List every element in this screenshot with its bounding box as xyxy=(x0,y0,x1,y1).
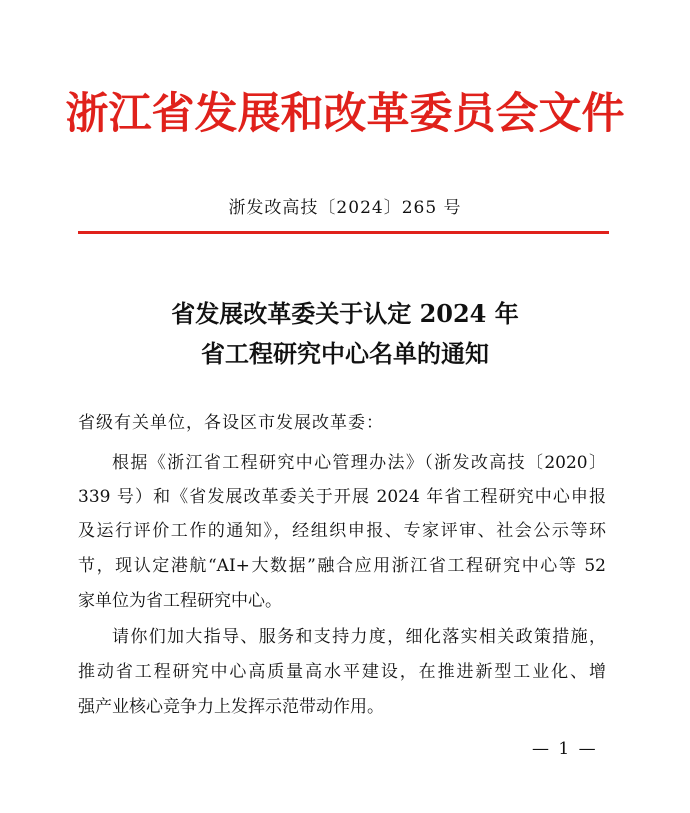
paragraph-2-line: 推动省工程研究中心高质量高水平建设，在推进新型工业化、增 xyxy=(78,662,606,682)
paragraph-2-line: 强产业核心竞争力上发挥示范带动作用。 xyxy=(78,697,384,717)
salutation: 省级有关单位，各设区市发展改革委： xyxy=(78,413,384,433)
page-number: — 1 — xyxy=(532,739,598,759)
document-number: 浙发改高技〔2024〕265 号 xyxy=(228,198,462,218)
paragraph-1-line: 节，现认定港航“AI+大数据”融合应用浙江省工程研究中心等 52 xyxy=(78,556,606,576)
paragraph-2-line: 请你们加大指导、服务和支持力度，细化落实相关政策措施， xyxy=(112,627,606,647)
notice-title-line-2: 省工程研究中心名单的通知 xyxy=(201,339,489,368)
paragraph-1-line: 家单位为省工程研究中心。 xyxy=(78,591,282,611)
red-divider-rule xyxy=(78,231,609,234)
paragraph-1-line: 及运行评价工作的通知》，经组织申报、专家评审、社会公示等环 xyxy=(78,521,606,541)
paragraph-1-line: 根据《浙江省工程研究中心管理办法》（浙发改高技〔2020〕 xyxy=(112,453,606,473)
notice-title-line-1: 省发展改革委关于认定 2024 年 xyxy=(171,299,519,328)
paragraph-1-line: 339 号）和《省发展改革委关于开展 2024 年省工程研究中心申报 xyxy=(78,487,606,507)
issuing-authority-header: 浙江省发展和改革委员会文件 xyxy=(65,89,625,139)
